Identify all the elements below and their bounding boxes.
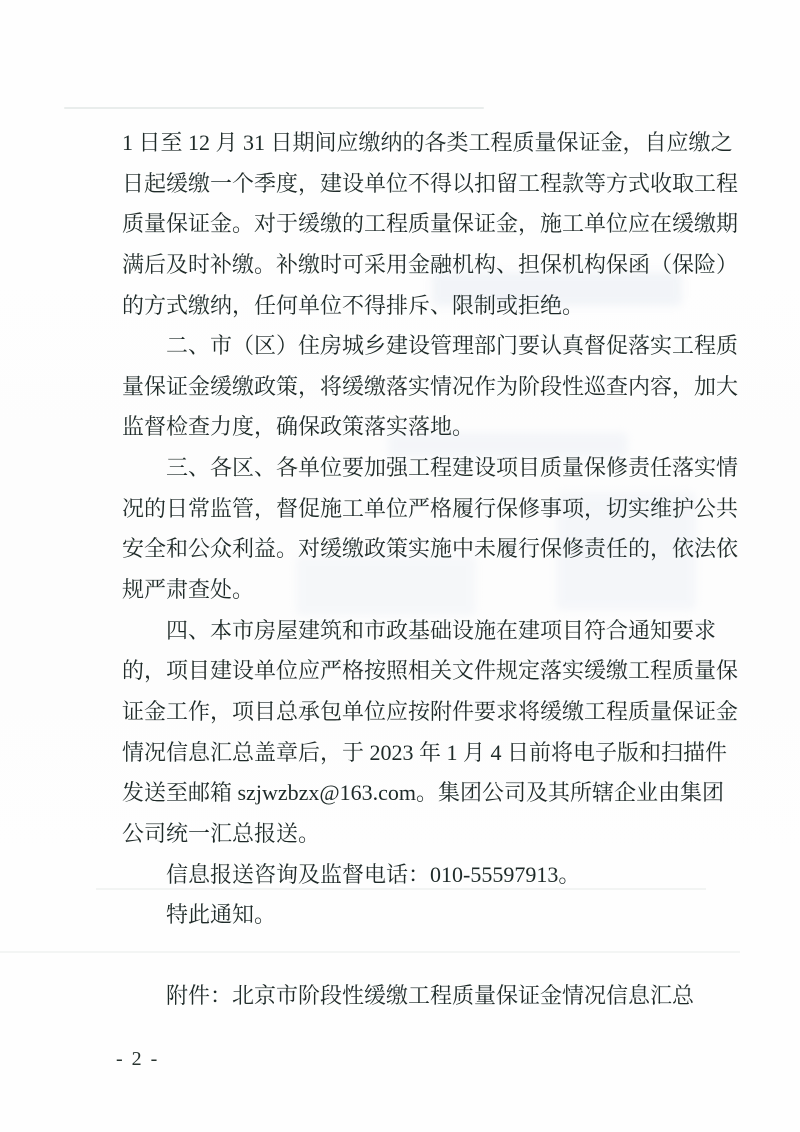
text-line: 安全和公众利益。对缓缴政策实施中未履行保修责任的，依法依	[122, 536, 739, 562]
text-line	[122, 936, 722, 977]
text-line: 日起缓缴一个季度，建设单位不得以扣留工程款等方式收取工程	[122, 170, 739, 196]
text-line: 发送至邮箱 szjwzbzx@163.com。集团公司及其所辖企业由集团	[122, 780, 724, 806]
text-line: 公司统一汇总报送。	[122, 820, 321, 846]
scan-artifact-line	[64, 107, 484, 109]
text-line: 质量保证金。对于缓缴的工程质量保证金，施工单位应在缓缴期	[122, 211, 739, 237]
text-line: 信息报送咨询及监督电话：010-55597913。	[122, 861, 581, 887]
text-line: 附件：北京市阶段性缓缴工程质量保证金情况信息汇总	[122, 983, 695, 1009]
text-line: 1 日至 12 月 31 日期间应缴纳的各类工程质量保证金，自应缴之	[122, 130, 733, 155]
text-line: 的方式缴纳，任何单位不得排斥、限制或拒绝。	[122, 292, 585, 318]
text-line: 四、本市房屋建筑和市政基础设施在建项目符合通知要求	[122, 617, 717, 643]
text-line: 情况信息汇总盖章后，于 2023 年 1 月 4 日前将电子版和扫描件	[122, 739, 728, 765]
text-line: 证金工作，项目总承包单位应按附件要求将缓缴工程质量保证金	[122, 698, 739, 724]
page-number: - 2 -	[116, 1048, 160, 1070]
document-body-text	[122, 123, 739, 1017]
text-line: 特此通知。	[122, 902, 277, 928]
text-line: 况的日常监管，督促施工单位严格履行保修事项，切实维护公共	[122, 495, 739, 521]
text-line: 的，项目建设单位应严格按照相关文件规定落实缓缴工程质量保	[122, 658, 739, 684]
text-line: 二、市（区）住房城乡建设管理部门要认真督促落实工程质	[122, 333, 739, 359]
text-line: 满后及时补缴。补缴时可采用金融机构、担保机构保函（保险）	[122, 251, 739, 277]
text-line: 量保证金缓缴政策，将缓缴落实情况作为阶段性巡查内容，加大	[122, 373, 739, 399]
text-line: 监督检查力度，确保政策落实落地。	[122, 414, 475, 440]
text-line: 规严肃查处。	[122, 577, 255, 603]
text-line: 三、各区、各单位要加强工程建设项目质量保修责任落实情	[122, 455, 739, 481]
